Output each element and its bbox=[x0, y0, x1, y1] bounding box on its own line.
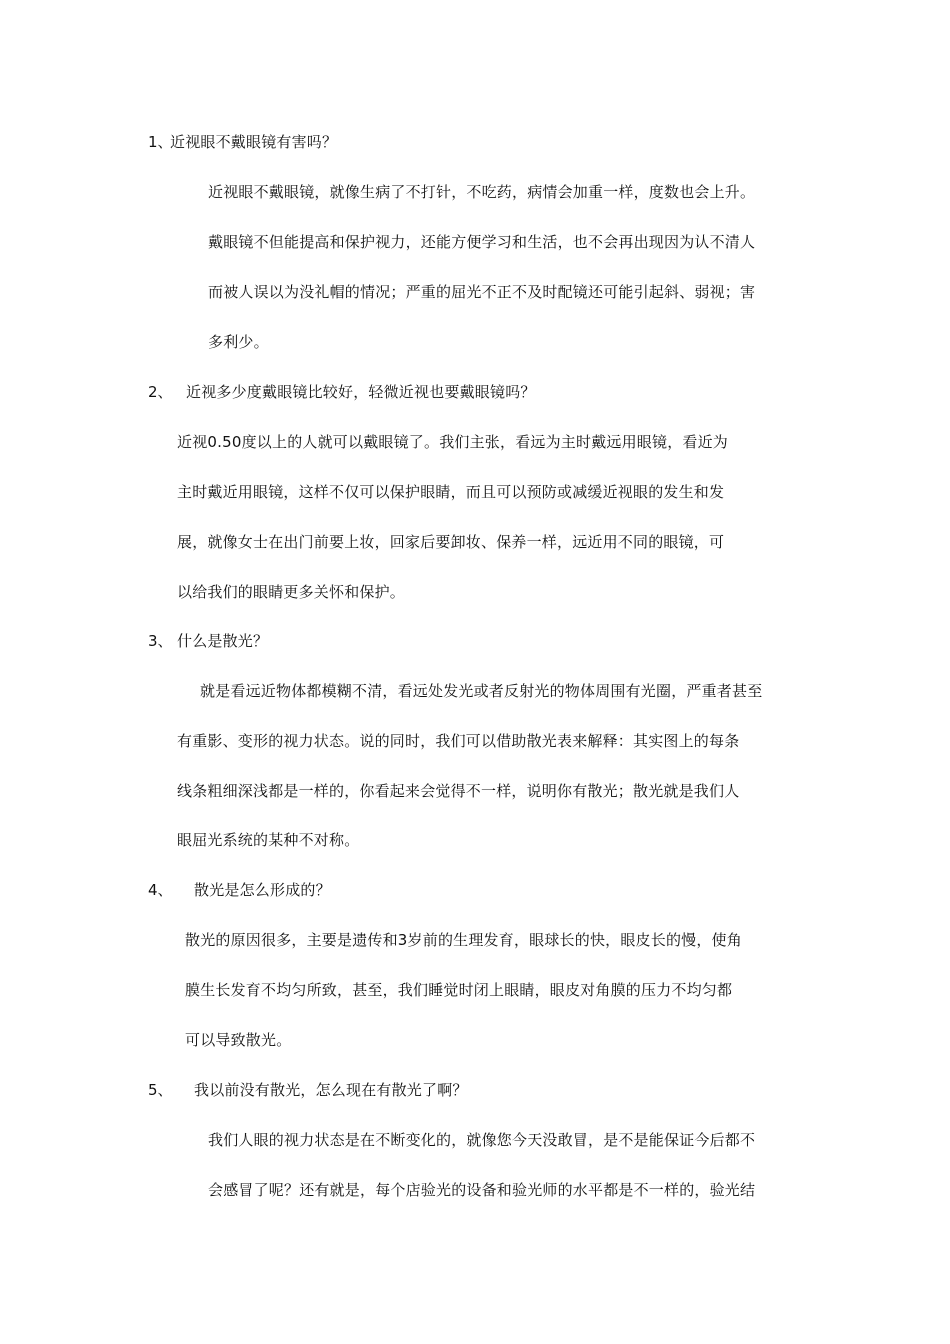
question-heading: 散光是怎么形成的？ bbox=[194, 881, 331, 899]
question-number: 2、 bbox=[148, 383, 173, 401]
answer-line: 有重影、变形的视力状态。说的同时，我们可以借助散光表来解释：其实图上的每条 bbox=[177, 732, 740, 750]
answer-line: 我们人眼的视力状态是在不断变化的，就像您今天没敢冒，是不是能保证今后都不 bbox=[208, 1131, 756, 1149]
question-number: 1、 bbox=[148, 133, 173, 151]
answer-line: 会感冒了呢？还有就是，每个店验光的设备和验光师的水平都是不一样的，验光结 bbox=[208, 1181, 756, 1199]
answer-line: 眼屈光系统的某种不对称。 bbox=[177, 831, 360, 849]
answer-line: 膜生长发育不均匀所致，甚至，我们睡觉时闭上眼睛，眼皮对角膜的压力不均匀都 bbox=[185, 981, 733, 999]
question-heading: 近视多少度戴眼镜比较好，轻微近视也要戴眼镜吗？ bbox=[186, 383, 536, 401]
answer-line: 以给我们的眼睛更多关怀和保护。 bbox=[177, 583, 406, 601]
question-number: 5、 bbox=[148, 1081, 173, 1099]
question-number: 4、 bbox=[148, 881, 173, 899]
question-heading: 近视眼不戴眼镜有害吗？ bbox=[170, 133, 338, 151]
question-heading: 什么是散光？ bbox=[177, 632, 269, 650]
answer-line: 线条粗细深浅都是一样的，你看起来会觉得不一样，说明你有散光；散光就是我们人 bbox=[177, 782, 740, 800]
answer-line: 散光的原因很多，主要是遗传和3岁前的生理发育，眼球长的快，眼皮长的慢，使角 bbox=[185, 931, 742, 949]
answer-line: 戴眼镜不但能提高和保护视力，还能方便学习和生活，也不会再出现因为认不清人 bbox=[208, 233, 756, 251]
answer-line: 近视眼不戴眼镜，就像生病了不打针，不吃药，病情会加重一样，度数也会上升。 bbox=[208, 183, 756, 201]
answer-line: 多利少。 bbox=[208, 333, 269, 351]
answer-line: 近视0.50度以上的人就可以戴眼镜了。我们主张，看远为主时戴远用眼镜，看近为 bbox=[177, 433, 729, 451]
answer-line: 主时戴近用眼镜，这样不仅可以保护眼睛，而且可以预防或减缓近视眼的发生和发 bbox=[177, 483, 725, 501]
answer-line: 展，就像女士在出门前要上妆，回家后要卸妆、保养一样，远近用不同的眼镜，可 bbox=[177, 533, 725, 551]
question-number: 3、 bbox=[148, 632, 173, 650]
question-heading: 我以前没有散光，怎么现在有散光了啊？ bbox=[194, 1081, 468, 1099]
answer-line: 而被人误以为没礼帽的情况；严重的屈光不正不及时配镜还可能引起斜、弱视；害 bbox=[208, 283, 756, 301]
answer-line: 就是看远近物体都模糊不清，看远处发光或者反射光的物体周围有光圈，严重者甚至 bbox=[200, 682, 763, 700]
answer-line: 可以导致散光。 bbox=[185, 1031, 292, 1049]
